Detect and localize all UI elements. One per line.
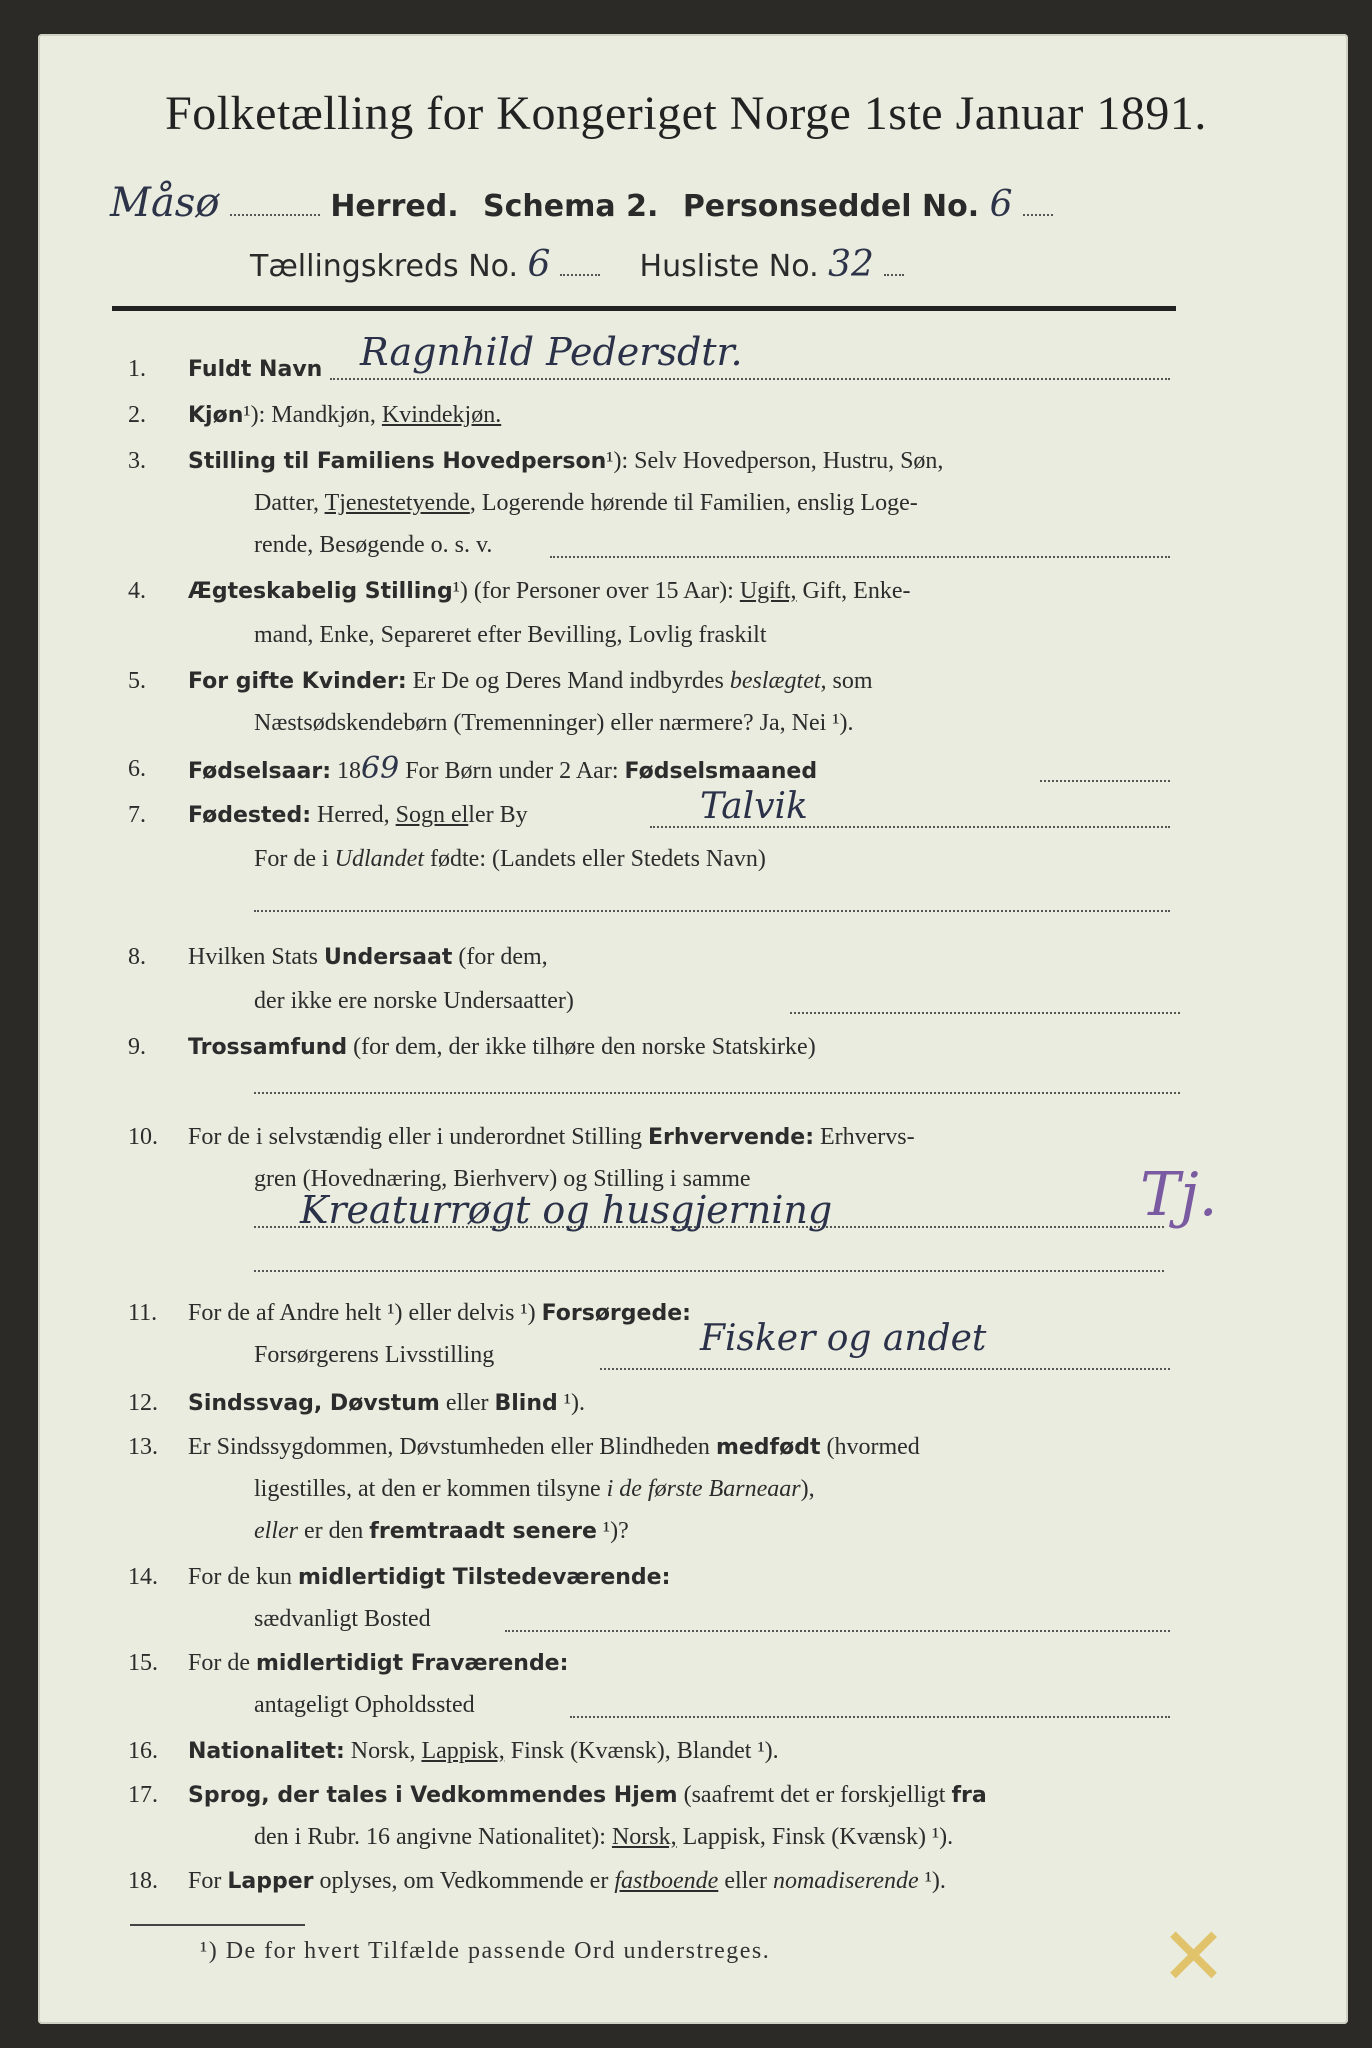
crayon-x-mark: ✕ <box>1160 1910 1228 2003</box>
personseddel-label: Personseddel No. <box>682 189 980 224</box>
language-selected: Norsk, <box>611 1824 677 1850</box>
header-separator <box>112 306 1176 311</box>
kreds-line <box>250 244 904 285</box>
birth-year-value: 69 <box>361 751 400 786</box>
gender-selected: Kvindekjøn. <box>381 402 502 428</box>
herred-name: Måsø <box>110 180 220 226</box>
position-selected: Tjenestetyende <box>324 490 470 516</box>
footnote-rule <box>130 1924 305 1926</box>
herred-line <box>110 180 1053 226</box>
lapps-selected: fastboende <box>614 1868 719 1894</box>
form-title: Folketælling for Kongeriget Norge 1ste Januar 1891. <box>165 87 1207 140</box>
husliste-no: 32 <box>828 244 874 285</box>
kreds-no: 6 <box>527 244 551 285</box>
personseddel-no: 6 <box>989 184 1013 225</box>
nationality-selected: Lappisk, <box>421 1738 505 1764</box>
schema-label: Schema 2. <box>483 189 659 224</box>
marital-selected: Ugift, <box>739 578 797 604</box>
husliste-label: Husliste No. <box>639 249 819 284</box>
kreds-label: Tællingskreds No. <box>250 249 518 284</box>
provider-value: Fisker og andet <box>700 1318 987 1359</box>
herred-label: Herred. <box>330 189 459 224</box>
full-name-value: Ragnhild Pedersdtr. <box>360 330 743 374</box>
birthplace-value: Talvik <box>700 786 808 827</box>
occupation-code-mark: Tj. <box>1140 1160 1218 1230</box>
footnote: ¹) De for hvert Tilfælde passende Ord understreges. <box>200 1938 771 1964</box>
occupation-value: Kreaturrøgt og husgjerning <box>300 1188 833 1232</box>
